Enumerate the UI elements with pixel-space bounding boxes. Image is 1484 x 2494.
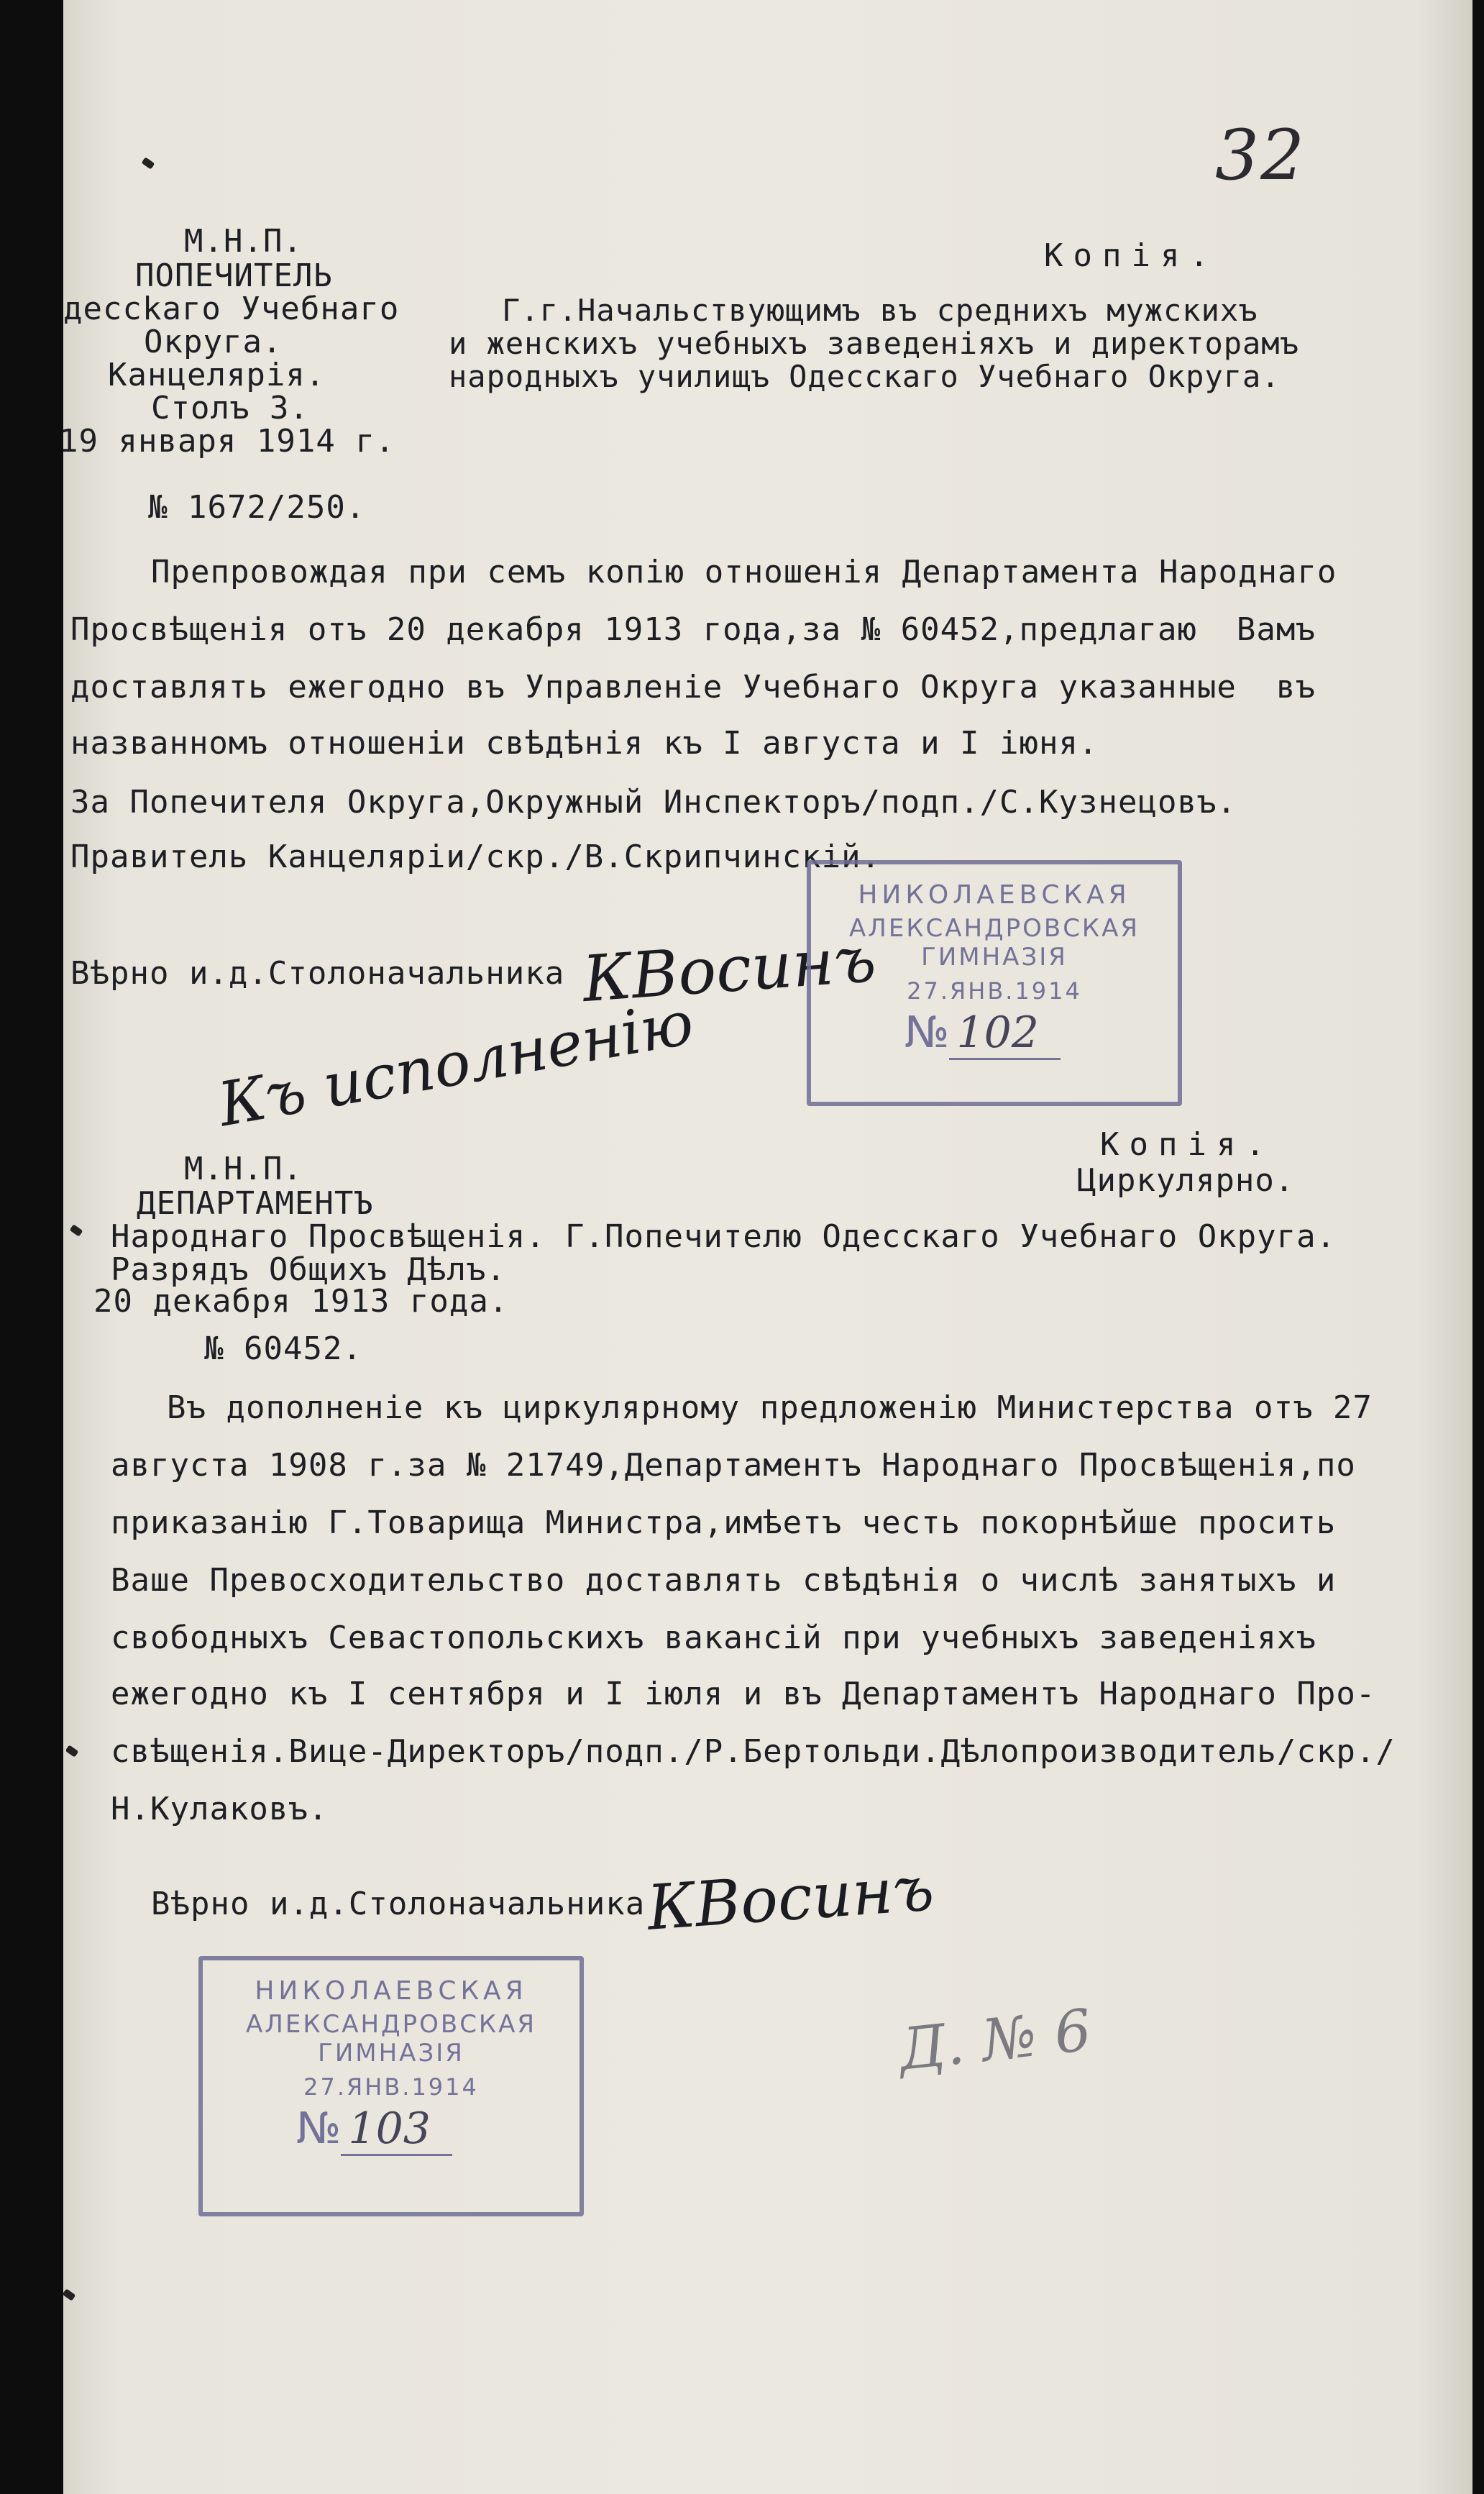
copy-label: Копія. — [1100, 1126, 1275, 1163]
circular-label: Циркулярно. — [1077, 1162, 1295, 1199]
body-line: названномъ отношеніи свѣдѣнія къ I августа и I іюня. — [70, 725, 1099, 762]
section-number: № 60452. — [204, 1330, 362, 1367]
header-left-line: 19 января 1914 г. — [59, 423, 395, 460]
body-line: свѣщенія.Вице-Директоръ/подп./Р.Бертольди.Дѣлопроизводитель/скр./ — [111, 1733, 1396, 1770]
body-line: Ваше Превосходительство доставлять свѣдѣнія о числѣ занятыхъ и — [111, 1562, 1337, 1599]
body-line: Н.Кулаковъ. — [111, 1791, 329, 1827]
header-left-line: ПОПЕЧИТЕЛЬ — [135, 257, 333, 294]
header-left-line: Округа. — [144, 324, 283, 360]
outgoing-number: № 1672/250. — [148, 489, 366, 526]
registration-stamp: НИКОЛАЕВСКАЯ АЛЕКСАНДРОВСКАЯ ГИМНАЗІЯ 27.ЯНВ.1914 № 102 — [807, 860, 1182, 1106]
verified-label: Вѣрно и.д.Столоначальника — [70, 955, 565, 992]
header-left-line: М.Н.П. — [184, 223, 303, 260]
body-line: За Попечителя Округа,Окружный Инспекторъ/подп./С.Кузнецовъ. — [70, 784, 1237, 821]
signature: КВосинъ — [580, 921, 879, 1017]
addressee-line: Г.Попечителю Одесскаго Учебнаго Округа. — [565, 1218, 1337, 1255]
section-left-line: ДЕПАРТАМЕНТЪ — [137, 1185, 374, 1222]
header-left-line: Канцелярія. — [108, 357, 326, 393]
section-left-line: М.Н.П. — [184, 1151, 303, 1187]
page-number: 32 — [1215, 115, 1306, 196]
body-line: Въ дополненіе къ циркулярному предложенію Министерства отъ 27 — [167, 1389, 1373, 1426]
signature: КВосинъ — [644, 1853, 937, 1945]
section-left-line: Народнаго Просвѣщенія. — [111, 1218, 546, 1255]
addressee-line: и женскихъ учебныхъ заведеніяхъ и директорамъ — [449, 326, 1299, 361]
body-line: Препровождая при семъ копію отношенія Департамента Народнаго — [151, 554, 1337, 590]
body-line: Правитель Канцеляріи/скр./В.Скрипчинскій. — [70, 839, 881, 875]
body-line: приказанію Г.Товарища Министра,имѣетъ честь покорнѣйше просить — [111, 1504, 1337, 1541]
section-left-line: 20 декабря 1913 года. — [93, 1283, 509, 1320]
copy-label: Копія. — [1044, 237, 1219, 274]
header-left-line: дессkаго Учебнаго — [63, 291, 400, 327]
addressee-line: народныхъ училищъ Одесскаго Учебнаго Округа. — [449, 359, 1281, 394]
body-line: августа 1908 г.за № 21749,Департаментъ Народнаго Просвѣщенія,по — [111, 1447, 1356, 1484]
pencil-note: Д. № 6 — [895, 1996, 1095, 2083]
verified-label: Вѣрно и.д.Столоначальника — [151, 1886, 646, 1922]
header-left-line: Столъ 3. — [151, 390, 309, 426]
body-line: ежегодно къ I сентября и I іюля и въ Департаментъ Народнаго Про- — [111, 1676, 1376, 1712]
section-left-line: Разрядъ Общихъ Дѣлъ. — [111, 1251, 506, 1288]
registration-stamp: НИКОЛАЕВСКАЯ АЛЕКСАНДРОВСКАЯ ГИМНАЗІЯ 27.ЯНВ.1914 № 103 — [198, 1956, 584, 2216]
resolution-note: Къ исполненію — [213, 987, 699, 1141]
body-line: доставлять ежегодно въ Управленіе Учебнаго Округа указанные въ — [70, 669, 1316, 705]
addressee-line: Г.г.Начальствующимъ въ среднихъ мужскихъ — [502, 293, 1258, 328]
body-line: Просвѣщенія отъ 20 декабря 1913 года,за № 60452,предлагаю Вамъ — [70, 611, 1316, 648]
body-line: свободныхъ Севастопольскихъ вакансій при учебныхъ заведеніяхъ — [111, 1620, 1316, 1656]
